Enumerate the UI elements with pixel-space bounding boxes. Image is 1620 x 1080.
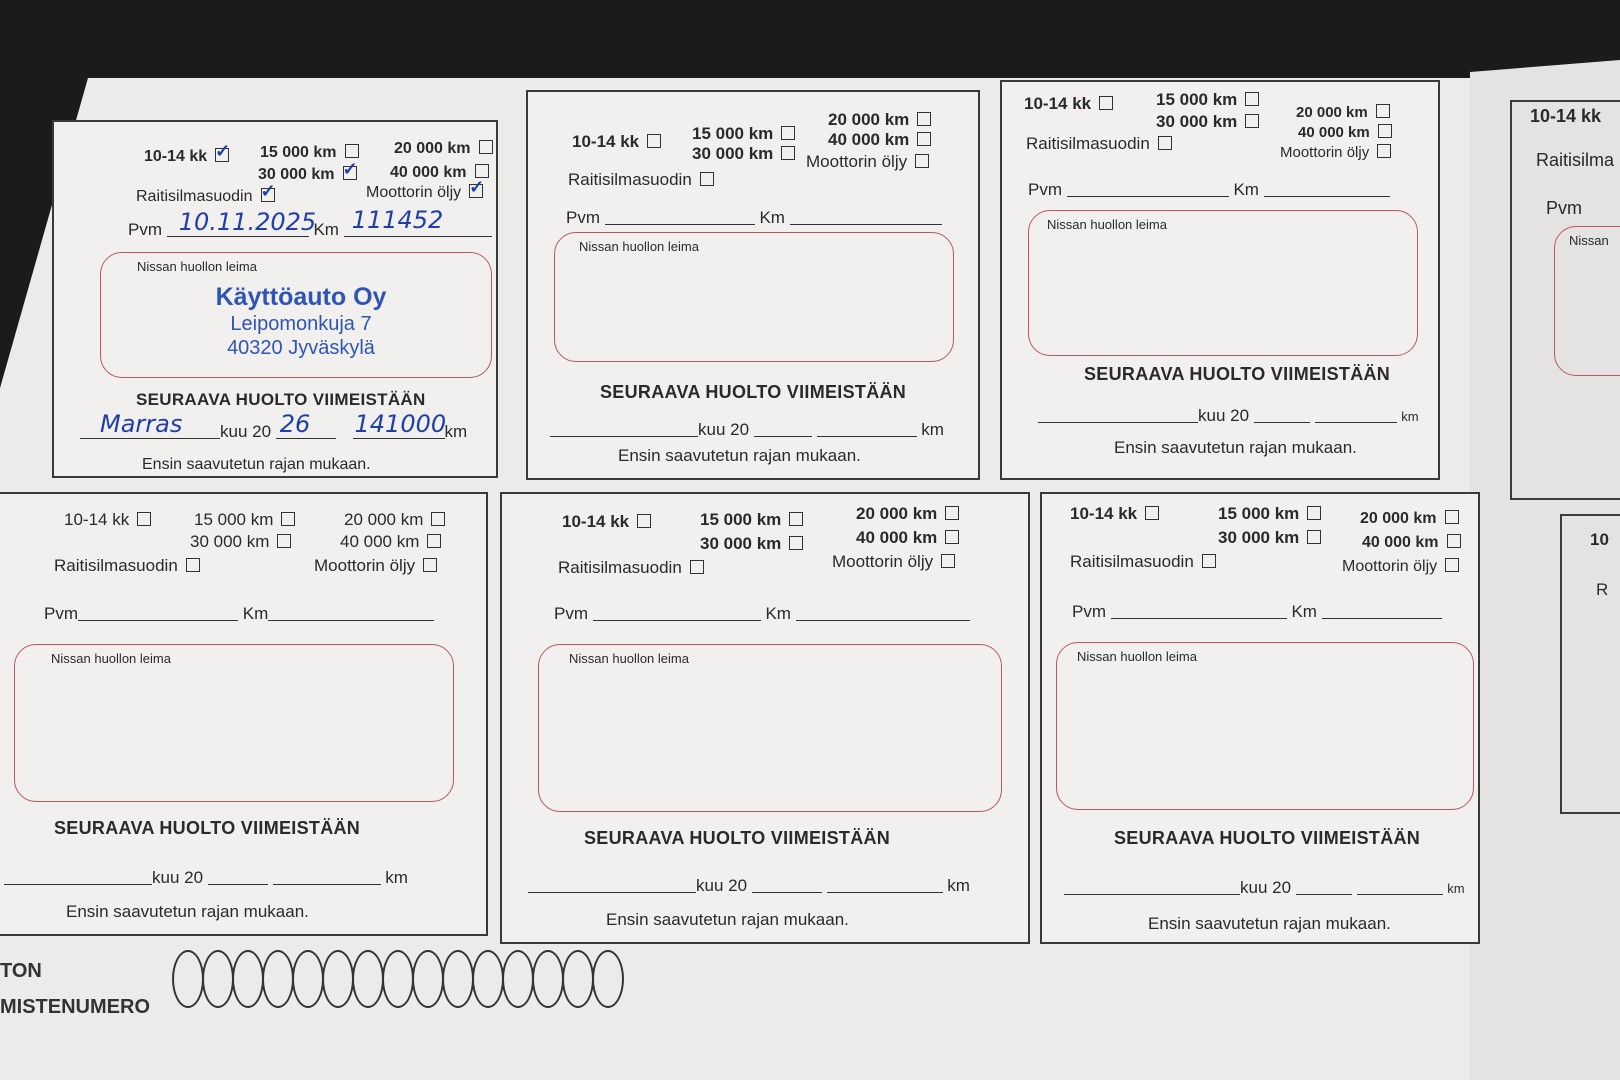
filter-option: Raitisilmasuodin [1070, 552, 1216, 572]
km40-option: 40 000 km [1362, 534, 1461, 552]
digit-oval[interactable] [322, 950, 354, 1008]
filter-checkbox[interactable] [261, 188, 275, 202]
date-km-row: Pvm Km [1028, 180, 1390, 200]
km20-option: 20 000 km [344, 510, 445, 530]
km30-checkbox[interactable] [781, 146, 795, 160]
date-field[interactable] [78, 604, 238, 621]
service-card-3 [1000, 80, 1440, 480]
next-km-field[interactable] [353, 410, 447, 439]
right-stamp-area: Nissan [1554, 226, 1620, 376]
km15-checkbox[interactable] [1307, 506, 1321, 520]
service-card-1 [52, 120, 498, 478]
year-field[interactable] [276, 410, 336, 439]
km20-option: 20 000 km [1360, 510, 1459, 528]
km15-option: 15 000 km [260, 144, 359, 162]
date-field[interactable] [167, 208, 317, 237]
stamp-city: 40320 Jyväskylä [227, 337, 375, 359]
oil-checkbox[interactable] [915, 154, 929, 168]
km20-checkbox[interactable] [479, 140, 493, 154]
oil-checkbox[interactable] [1377, 144, 1391, 158]
date-field[interactable] [1067, 180, 1229, 197]
period-option: 10-14 kk [562, 512, 651, 532]
year-field[interactable] [208, 868, 268, 885]
next-service-row: kuu 20 km [4, 868, 408, 888]
digit-oval[interactable] [202, 950, 234, 1008]
service-card-6 [1040, 492, 1480, 944]
km-unit: km [444, 422, 468, 441]
right-page-card-2 [1560, 514, 1620, 814]
next-service-row [80, 410, 468, 442]
rule-text: Ensin saavutetun rajan mukaan. [142, 456, 371, 473]
period-checkbox[interactable] [647, 134, 661, 148]
rule-text: Ensin saavutetun rajan mukaan. [66, 902, 309, 921]
stamp-area: Nissan huollon leima [1056, 642, 1474, 810]
oil-option: Moottorin öljy✓ [366, 184, 483, 202]
service-card-5 [500, 492, 1030, 944]
next-km-field[interactable] [273, 868, 381, 885]
rule-text: Ensin saavutetun rajan mukaan. [606, 910, 849, 929]
right-filter-2: R [1596, 580, 1609, 599]
km-value: 111452 [351, 206, 444, 234]
date-field[interactable] [593, 604, 761, 621]
km40-checkbox[interactable] [427, 534, 441, 548]
month-field[interactable] [80, 410, 220, 439]
next-service-heading: SEURAAVA HUOLTO VIIMEISTÄÄN [54, 818, 361, 838]
filter-option: Raitisilmasuodin [568, 170, 714, 190]
right-period-2: 10 [1590, 530, 1609, 549]
month-value: Marras [100, 410, 183, 438]
next-service-heading: SEURAAVA HUOLTO VIIMEISTÄÄN [600, 382, 907, 402]
filter-option: Raitisilmasuodin [558, 558, 704, 578]
year-field[interactable] [754, 420, 812, 437]
next-service-row: kuu 20 km [1064, 878, 1465, 898]
km20-option: 20 000 km [828, 110, 931, 130]
filter-checkbox[interactable] [1202, 554, 1216, 568]
footer-label-number: MISTENUMERO [0, 996, 150, 1018]
digit-oval[interactable] [592, 950, 624, 1008]
right-page-card [1510, 100, 1620, 500]
period-checkbox[interactable] [1145, 506, 1159, 520]
km40-option: 40 000 km [1298, 124, 1392, 141]
km15-option: 15 000 km [692, 124, 795, 144]
stamp-area: Nissan huollon leima [1028, 210, 1418, 356]
oil-checkbox[interactable] [1445, 558, 1459, 572]
oil-option: Moottorin öljy [314, 556, 437, 576]
digit-oval[interactable] [382, 950, 414, 1008]
year-field[interactable] [1296, 878, 1352, 895]
km-field[interactable] [344, 206, 492, 237]
next-km-field[interactable] [1315, 406, 1397, 423]
year-field[interactable] [1254, 406, 1310, 423]
km20-checkbox[interactable] [431, 512, 445, 526]
date-label: Pvm [128, 220, 162, 239]
filter-option: Raitisilmasuodin✓ [136, 188, 275, 206]
km30-checkbox[interactable] [1307, 530, 1321, 544]
digit-oval[interactable] [292, 950, 324, 1008]
digit-oval[interactable] [532, 950, 564, 1008]
next-service-heading: SEURAAVA HUOLTO VIIMEISTÄÄN [1114, 828, 1421, 848]
digit-oval[interactable] [412, 950, 444, 1008]
digit-oval[interactable] [232, 950, 264, 1008]
km30-checkbox[interactable] [1245, 114, 1259, 128]
footer-label-top: TON [0, 960, 42, 982]
stamp-company: Käyttöauto Oy [215, 283, 387, 311]
next-service-heading: SEURAAVA HUOLTO VIIMEISTÄÄN [1084, 364, 1391, 384]
km30-checkbox[interactable] [789, 536, 803, 550]
filter-checkbox[interactable] [186, 558, 200, 572]
next-service-row: kuu 20 km [1038, 406, 1419, 426]
stamp-area: Nissan huollon leima [538, 644, 1002, 812]
right-date: Pvm [1546, 198, 1582, 218]
oil-option: Moottorin öljy [1280, 144, 1391, 161]
digit-oval[interactable] [172, 950, 204, 1008]
rule-text: Ensin saavutetun rajan mukaan. [618, 446, 861, 465]
km20-checkbox[interactable] [1376, 104, 1390, 118]
rule-text: Ensin saavutetun rajan mukaan. [1148, 914, 1391, 933]
km15-checkbox[interactable] [345, 144, 359, 158]
stamp-label: Nissan huollon leima [137, 259, 257, 274]
km40-checkbox[interactable] [1447, 534, 1461, 548]
month-field[interactable] [1038, 406, 1198, 423]
month-field[interactable] [550, 420, 698, 437]
km-field[interactable] [268, 604, 434, 621]
km15-option: 15 000 km [1156, 90, 1259, 110]
oil-option: Moottorin öljy [1342, 558, 1459, 576]
km-field[interactable] [1322, 602, 1442, 619]
km-label: Km [313, 220, 339, 239]
next-km-field[interactable] [1357, 878, 1443, 895]
service-card-2 [526, 90, 980, 480]
oil-option: Moottorin öljy [832, 552, 955, 572]
km20-checkbox[interactable] [917, 112, 931, 126]
next-service-row: kuu 20 km [528, 876, 970, 896]
month-field[interactable] [528, 876, 696, 893]
digit-oval[interactable] [442, 950, 474, 1008]
filter-option: Raitisilmasuodin [1026, 134, 1172, 154]
rule-text: Ensin saavutetun rajan mukaan. [1114, 438, 1357, 457]
km30-option: 30 000 km [1218, 528, 1321, 548]
km-field[interactable] [790, 208, 942, 225]
filter-checkbox[interactable] [690, 560, 704, 574]
km30-checkbox[interactable] [277, 534, 291, 548]
period-option: 10-14 kk [572, 132, 661, 152]
period-checkbox[interactable] [215, 148, 229, 162]
km15-option: 15 000 km [194, 510, 295, 530]
date-km-row [128, 206, 492, 240]
km20-option: 20 000 km [1296, 104, 1390, 121]
date-field[interactable] [1111, 602, 1287, 619]
oil-checkbox[interactable] [469, 184, 483, 198]
km30-option: 30 000 km✓ [258, 166, 357, 184]
km30-option: 30 000 km [700, 534, 803, 554]
km-field[interactable] [1264, 180, 1390, 197]
period-option: 10-14 kk [1070, 504, 1159, 524]
next-service-row: kuu 20 km [550, 420, 944, 440]
oil-option: Moottorin öljy [806, 152, 929, 172]
digit-oval[interactable] [472, 950, 504, 1008]
km40-option: 40 000 km [340, 532, 441, 552]
next-km-field[interactable] [817, 420, 917, 437]
filter-option: Raitisilmasuodin [54, 556, 200, 576]
km40-option: 40 000 km [856, 528, 959, 548]
oil-checkbox[interactable] [423, 558, 437, 572]
right-period: 10-14 kk [1530, 106, 1602, 126]
km30-option: 30 000 km [1156, 112, 1259, 132]
digit-oval[interactable] [562, 950, 594, 1008]
km20-checkbox[interactable] [1445, 510, 1459, 524]
right-filter: Raitisilma [1536, 150, 1615, 170]
year-field[interactable] [752, 876, 822, 893]
date-km-row: Pvm Km [566, 208, 942, 228]
period-checkbox[interactable] [637, 514, 651, 528]
km40-checkbox[interactable] [475, 164, 489, 178]
month-suffix: kuu 20 [220, 422, 272, 441]
km-field[interactable] [796, 604, 970, 621]
digit-oval[interactable] [352, 950, 384, 1008]
km30-option: 30 000 km [692, 144, 795, 164]
stamp-area: Nissan huollon leima [554, 232, 954, 362]
period-option: 10-14 kk [1024, 94, 1113, 114]
period-checkbox[interactable] [1099, 96, 1113, 110]
date-field[interactable] [605, 208, 755, 225]
km15-option: 15 000 km [700, 510, 803, 530]
period-checkbox[interactable] [137, 512, 151, 526]
date-km-row: Pvm Km [554, 604, 970, 624]
period-option: 10-14 kk [64, 510, 151, 530]
digit-ovals [172, 950, 622, 1008]
km30-option: 30 000 km [190, 532, 291, 552]
stamp-area: Nissan huollon leima [14, 644, 454, 802]
date-km-row: Pvm Km [44, 604, 434, 624]
km20-checkbox[interactable] [945, 506, 959, 520]
stamp-street: Leipomonkuja 7 [230, 313, 372, 335]
month-field[interactable] [4, 868, 152, 885]
km40-checkbox[interactable] [917, 132, 931, 146]
date-value: 10.11.2025 [178, 208, 317, 236]
digit-oval[interactable] [502, 950, 534, 1008]
km15-checkbox[interactable] [781, 126, 795, 140]
next-km-value: 141000 [354, 410, 447, 438]
month-field[interactable] [1064, 878, 1240, 895]
date-km-row: Pvm Km [1072, 602, 1442, 622]
oil-checkbox[interactable] [941, 554, 955, 568]
digit-oval[interactable] [262, 950, 294, 1008]
km15-option: 15 000 km [1218, 504, 1321, 524]
km20-option: 20 000 km [394, 140, 493, 158]
km40-option: 40 000 km [828, 130, 931, 150]
km40-option: 40 000 km [390, 164, 489, 182]
km15-checkbox[interactable] [789, 512, 803, 526]
next-service-heading: SEURAAVA HUOLTO VIIMEISTÄÄN [584, 828, 891, 848]
km40-checkbox[interactable] [945, 530, 959, 544]
km30-checkbox[interactable] [343, 166, 357, 180]
next-service-heading: SEURAAVA HUOLTO VIIMEISTÄÄN [136, 390, 426, 409]
km40-checkbox[interactable] [1378, 124, 1392, 138]
km15-checkbox[interactable] [1245, 92, 1259, 106]
filter-checkbox[interactable] [700, 172, 714, 186]
period-option: 10-14 kk✓ [144, 148, 229, 166]
stamp-area [100, 252, 492, 378]
next-km-field[interactable] [827, 876, 943, 893]
year-value: 26 [279, 410, 311, 438]
filter-checkbox[interactable] [1158, 136, 1172, 150]
km15-checkbox[interactable] [281, 512, 295, 526]
service-card-4 [0, 492, 488, 936]
km20-option: 20 000 km [856, 504, 959, 524]
